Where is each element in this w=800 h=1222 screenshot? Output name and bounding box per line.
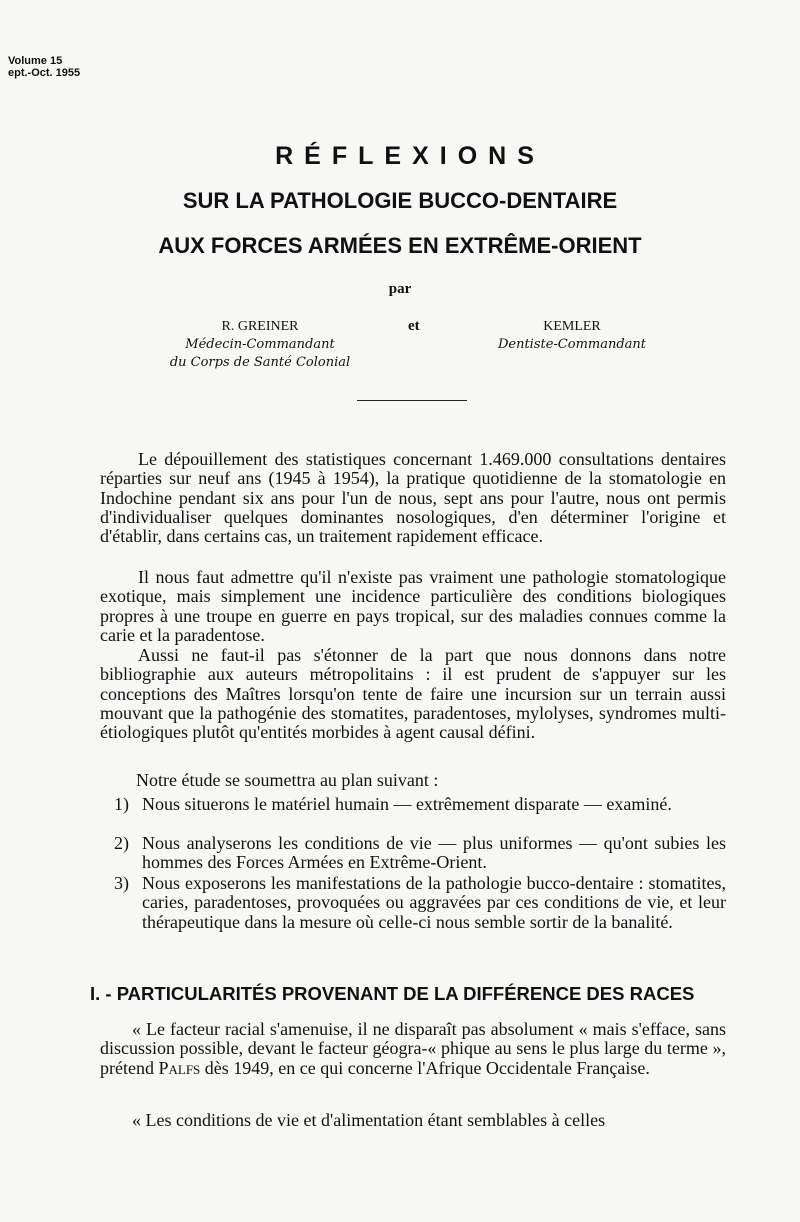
cited-author: Palfs xyxy=(158,1057,201,1078)
author-2 xyxy=(492,318,652,354)
issue-date: ept.-Oct. 1955 xyxy=(8,67,81,79)
plan-item-1 xyxy=(114,795,726,814)
paragraph-3: Aussi ne faut-il pas s'étonner de la part que nous donnons dans notre bibliographie aux auteurs métropolitains : il est prudent de s'appuyer sur les conceptions des Maîtres lorsqu'on tente de faire une incursion sur un terrain aussi mouvant que la pathogénie des stomatites, paradentoses, mylolyses, syndromes multi-étiologiques plutôt qu'entités morbides à agent causal défini. xyxy=(100,645,726,743)
section-heading: I. - PARTICULARITÉS PROVENANT DE LA DIFFÉRENCE DES RACES xyxy=(90,983,695,1004)
quote-text-b: dès 1949, en ce qui concerne l'Afrique Occidentale Française. xyxy=(200,1057,650,1078)
volume-label: Volume 15 xyxy=(8,55,63,67)
quote-text-a: « Le facteur racial s'amenuise, il ne disparaît pas absolument « mais s'efface, sans discussion possible, devant le facteur géogra-« phique au sens le plus large du terme », prétend xyxy=(100,1019,726,1078)
separator-rule xyxy=(357,400,467,401)
plan-item-text: Nous analyserons les conditions de vie — plus uniformes — qu'ont subies les hommes des Forces Armées en Extrême-Orient. xyxy=(142,833,726,873)
plan-item-number: 3) xyxy=(114,873,129,893)
quote-paragraph-2: « Les conditions de vie et d'alimentation étant semblables à celles xyxy=(132,1110,606,1130)
author-1-role: Médecin-Commandant xyxy=(185,337,335,352)
paragraph-2: Il nous faut admettre qu'il n'existe pas vraiment une pathologie stomatologique exotique, mais simplement une incidence particulière des conditions biologiques propres à une troupe en guerre en pays tropical, sur des maladies connues comme la carie et la paradentose. xyxy=(100,567,726,645)
title-line-1: RÉFLEXIONS xyxy=(275,142,545,170)
plan-item-3 xyxy=(114,874,726,932)
plan-item-2 xyxy=(114,834,726,873)
plan-item-number: 2) xyxy=(114,833,129,853)
author-1 xyxy=(155,318,365,372)
plan-item-text: Nous situerons le matériel humain — extrêmement disparate — examiné. xyxy=(142,794,672,814)
author-conjunction: et xyxy=(408,318,420,334)
paragraph-1: Le dépouillement des statistiques concernant 1.469.000 consultations dentaires réparties sur neuf ans (1945 à 1954), la pratique quotidienne de la stomatologie en Indochine pendant six ans pour l'un de nous, sept ans pour l'autre, nous ont permis d'individualiser quelques dominantes nosologiques, d'en déterminer l'origine et d'établir, dans certains cas, un traitement rapidement efficace. xyxy=(100,449,726,547)
author-1-affiliation: du Corps de Santé Colonial xyxy=(169,355,351,370)
author-1-name: R. GREINER xyxy=(221,319,299,334)
plan-intro: Notre étude se soumettra au plan suivant : xyxy=(136,770,439,790)
title-line-2: SUR LA PATHOLOGIE BUCCO-DENTAIRE xyxy=(182,188,618,213)
plan-item-text: Nous exposerons les manifestations de la pathologie bucco-dentaire : stomatites, caries, paradentoses, provoquées ou aggravées par ces conditions de vie, et leur thérapeutique dans la mesure où celle-ci nous semble sortir de la banalité. xyxy=(142,873,726,932)
byline-par: par xyxy=(388,281,412,297)
author-2-name: KEMLER xyxy=(543,319,601,334)
quote-paragraph-1 xyxy=(100,1020,726,1078)
plan-item-number: 1) xyxy=(114,794,129,814)
journal-header xyxy=(8,55,80,79)
author-2-role: Dentiste-Commandant xyxy=(497,337,647,352)
title-line-3: AUX FORCES ARMÉES EN EXTRÊME-ORIENT xyxy=(158,233,642,258)
